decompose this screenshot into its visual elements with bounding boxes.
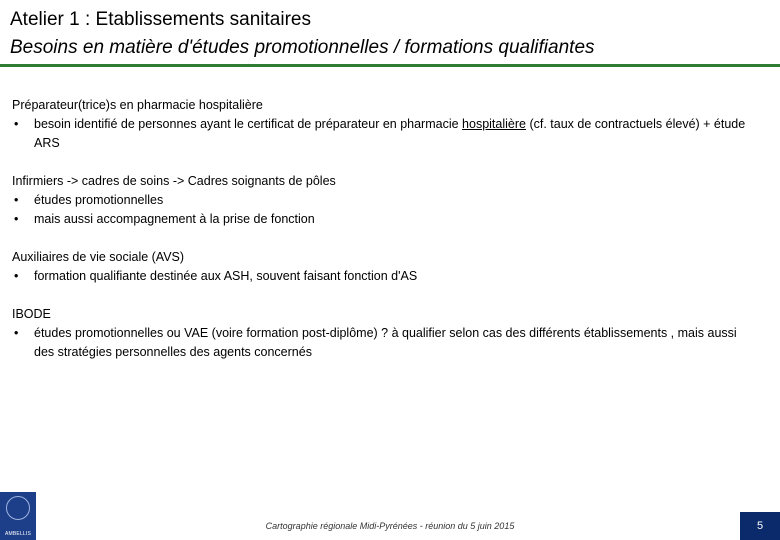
section-title: Auxiliaires de vie sociale (AVS) (12, 250, 185, 264)
slide-footer: Cartographie régionale Midi-Pyrénées - réunion du 5 juin 2015 (265, 521, 515, 531)
bullet-text: mais aussi accompagnement à la prise de fonction (34, 212, 315, 226)
section-preparateurs (12, 96, 752, 153)
bullet-item (12, 115, 752, 153)
bullet-list (12, 267, 752, 286)
bullet-icon: • (14, 212, 19, 226)
section-ibode (12, 305, 752, 362)
bullet-item (12, 324, 752, 362)
bullet-icon: • (14, 326, 19, 340)
underlined-word: hospitalière (462, 117, 526, 131)
bullet-list (12, 115, 752, 153)
slide-body (12, 96, 752, 381)
seal-icon (6, 496, 30, 520)
section-title: IBODE (12, 307, 51, 321)
bullet-icon: • (14, 269, 19, 283)
bullet-item (12, 210, 752, 229)
bullet-item (12, 191, 752, 210)
slide-subtitle: Besoins en matière d'études promotionnelles / formations qualifiantes (10, 37, 595, 58)
company-logo (0, 492, 36, 540)
section-title: Préparateur(trice)s en pharmacie hospitalière (12, 98, 263, 112)
slide-header (10, 8, 770, 60)
page-number-badge (740, 512, 780, 540)
title-divider (0, 64, 780, 67)
section-avs (12, 248, 752, 286)
bullet-icon: • (14, 193, 19, 207)
bullet-text: besoin identifié de personnes ayant le certificat de préparateur en pharmacie (34, 117, 463, 131)
bullet-text: formation qualifiante destinée aux ASH, souvent faisant fonction d'AS (34, 269, 418, 283)
slide-title: Atelier 1 : Etablissements sanitaires (10, 9, 311, 30)
page-number: 5 (756, 520, 764, 532)
bullet-list (12, 191, 752, 229)
bullet-list (12, 324, 752, 362)
bullet-item (12, 267, 752, 286)
section-infirmiers (12, 172, 752, 229)
logo-text: AMBELLIS (4, 531, 32, 537)
bullet-text: études promotionnelles (34, 193, 164, 207)
bullet-text-continued: (cf. taux de contractuels élevé) + étude ARS (34, 117, 746, 150)
bullet-icon: • (14, 117, 19, 131)
bullet-text: études promotionnelles ou VAE (voire formation post-diplôme) ? à qualifier selon cas des différents établissements , mais aussi des stratégies personnelles des agents concernés (34, 326, 737, 359)
section-title: Infirmiers -> cadres de soins -> Cadres soignants de pôles (12, 174, 336, 188)
